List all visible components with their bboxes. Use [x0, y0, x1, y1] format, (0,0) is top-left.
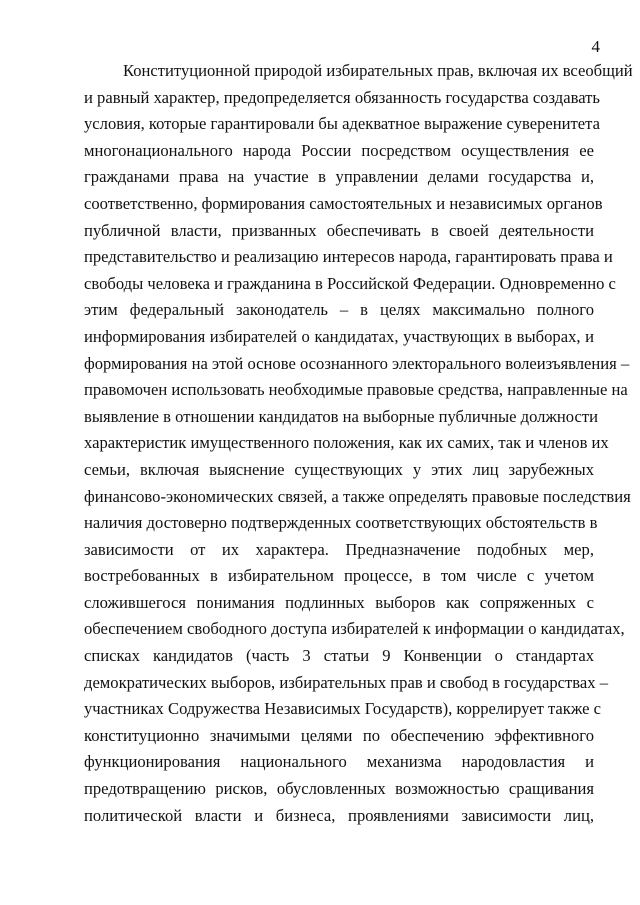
text-line: участниках Содружества Независимых Государств), коррелирует также с [84, 699, 601, 719]
page-number: 4 [591, 37, 600, 56]
text-line: многонационального народа России посредством осуществления ее [84, 140, 594, 160]
body-text [84, 58, 633, 829]
text-line: правомочен использовать необходимые правовые средства, направленные на [84, 380, 628, 400]
text-line: политической власти и бизнеса, проявлениями зависимости лиц, [84, 805, 594, 825]
text-line: финансово-экономических связей, а также определять правовые последствия [84, 486, 631, 506]
text-line: наличия достоверно подтвержденных соответствующих обстоятельств в [84, 513, 598, 533]
text-line: обеспечением свободного доступа избирателей к информации о кандидатах, [84, 619, 625, 639]
text-line: зависимости от их характера. Предназначение подобных мер, [84, 539, 594, 559]
text-line: функционирования национального механизма народовластия и [84, 752, 594, 772]
text-line: свободы человека и гражданина в Российской Федерации. Одновременно с [84, 273, 616, 293]
text-line: списках кандидатов (часть 3 статьи 9 Конвенции о стандартах [84, 646, 594, 666]
text-line: востребованных в избирательном процессе, в том числе с учетом [84, 566, 594, 586]
text-line: выявление в отношении кандидатов на выборные публичные должности [84, 406, 598, 426]
text-line: представительство и реализацию интересов народа, гарантировать права и [84, 247, 613, 267]
text-line: конституционно значимыми целями по обеспечению эффективного [84, 725, 594, 745]
text-line: демократических выборов, избирательных прав и свобод в государствах – [84, 672, 609, 692]
text-line: условия, которые гарантировали бы адекватное выражение суверенитета [84, 114, 600, 134]
text-line: информирования избирателей о кандидатах, участвующих в выборах, и [84, 326, 594, 346]
text-line: и равный характер, предопределяется обязанность государства создавать [84, 87, 600, 107]
text-line: семьи, включая выяснение существующих у этих лиц зарубежных [84, 459, 594, 479]
text-line: этим федеральный законодатель – в целях максимально полного [84, 300, 594, 320]
text-line: публичной власти, призванных обеспечивать в своей деятельности [84, 220, 594, 240]
text-line: сложившегося понимания подлинных выборов как сопряженных с [84, 592, 594, 612]
text-line: гражданами права на участие в управлении делами государства и, [84, 167, 594, 187]
text-line: формирования на этой основе осознанного электорального волеизъявления – [84, 353, 630, 373]
text-line: характеристик имущественного положения, как их самих, так и членов их [84, 433, 609, 453]
text-line: Конституционной природой избирательных прав, включая их всеобщий [123, 61, 633, 80]
text-line: предотвращению рисков, обусловленных возможностью сращивания [84, 779, 594, 799]
text-line: соответственно, формирования самостоятельных и независимых органов [84, 193, 603, 213]
